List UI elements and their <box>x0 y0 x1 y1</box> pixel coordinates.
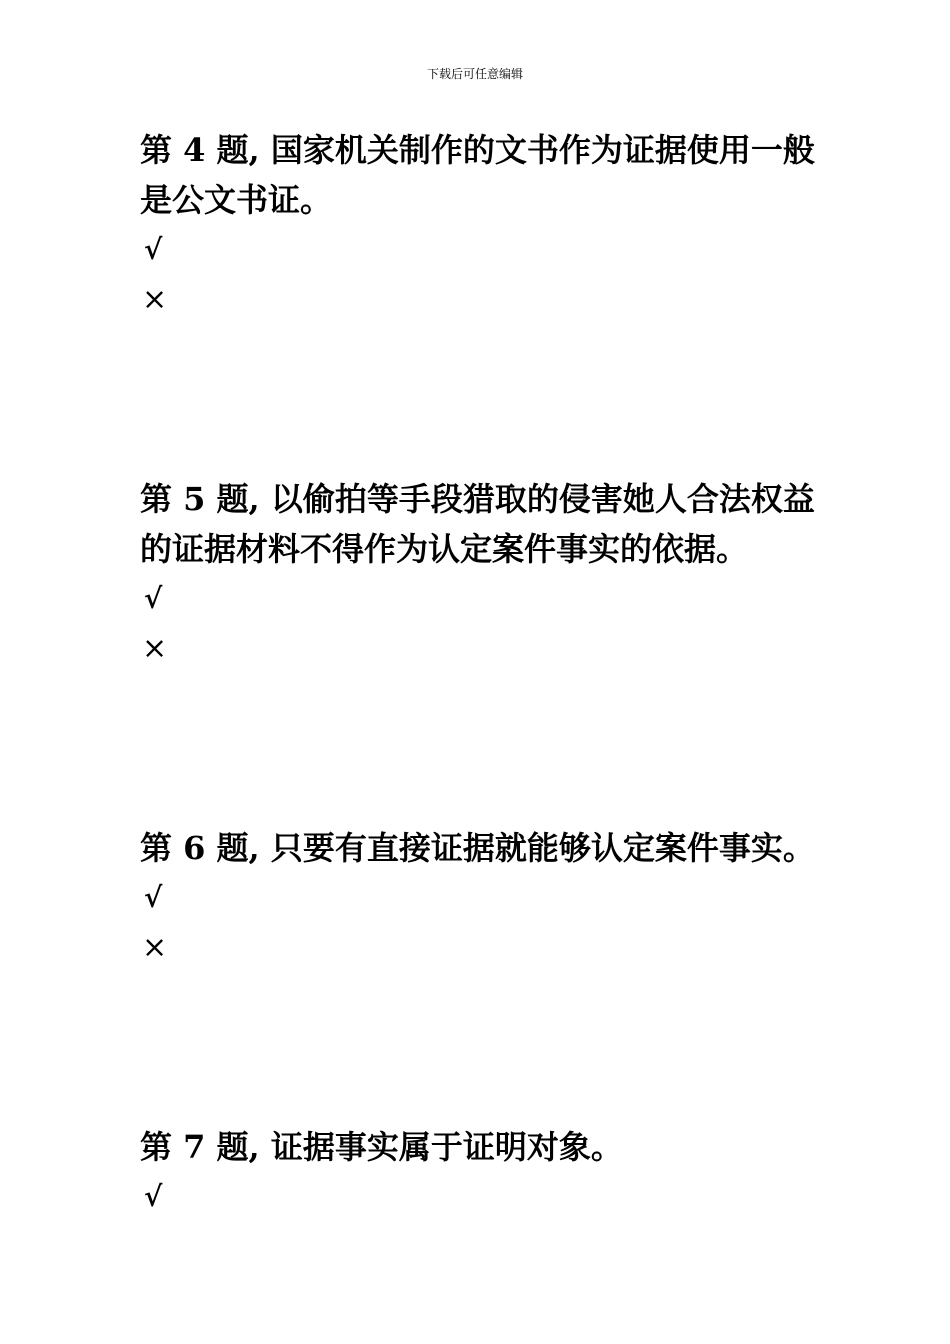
option-true[interactable]: √ <box>144 1180 163 1213</box>
option-false[interactable]: × <box>142 930 168 965</box>
question-6 <box>140 823 820 973</box>
page-header: 下载后可任意编辑 <box>426 67 523 81</box>
question-text: 第 7 题, 证据事实属于证明对象。 <box>140 1128 623 1166</box>
question-text: 第 4 题, 国家机关制作的文书作为证据使用一般是公文书证。 <box>140 131 815 219</box>
option-false[interactable]: × <box>142 282 168 317</box>
option-true[interactable]: √ <box>144 582 163 615</box>
question-4 <box>140 125 820 325</box>
option-true[interactable]: √ <box>144 881 163 914</box>
option-false[interactable]: × <box>142 631 168 666</box>
option-true[interactable]: √ <box>144 233 163 266</box>
question-7 <box>140 1122 820 1222</box>
question-text: 第 5 题, 以偷拍等手段猎取的侵害她人合法权益的证据材料不得作为认定案件事实的依据。 <box>140 480 815 568</box>
question-5 <box>140 474 820 674</box>
question-text: 第 6 题, 只要有直接证据就能够认定案件事实。 <box>140 829 815 867</box>
